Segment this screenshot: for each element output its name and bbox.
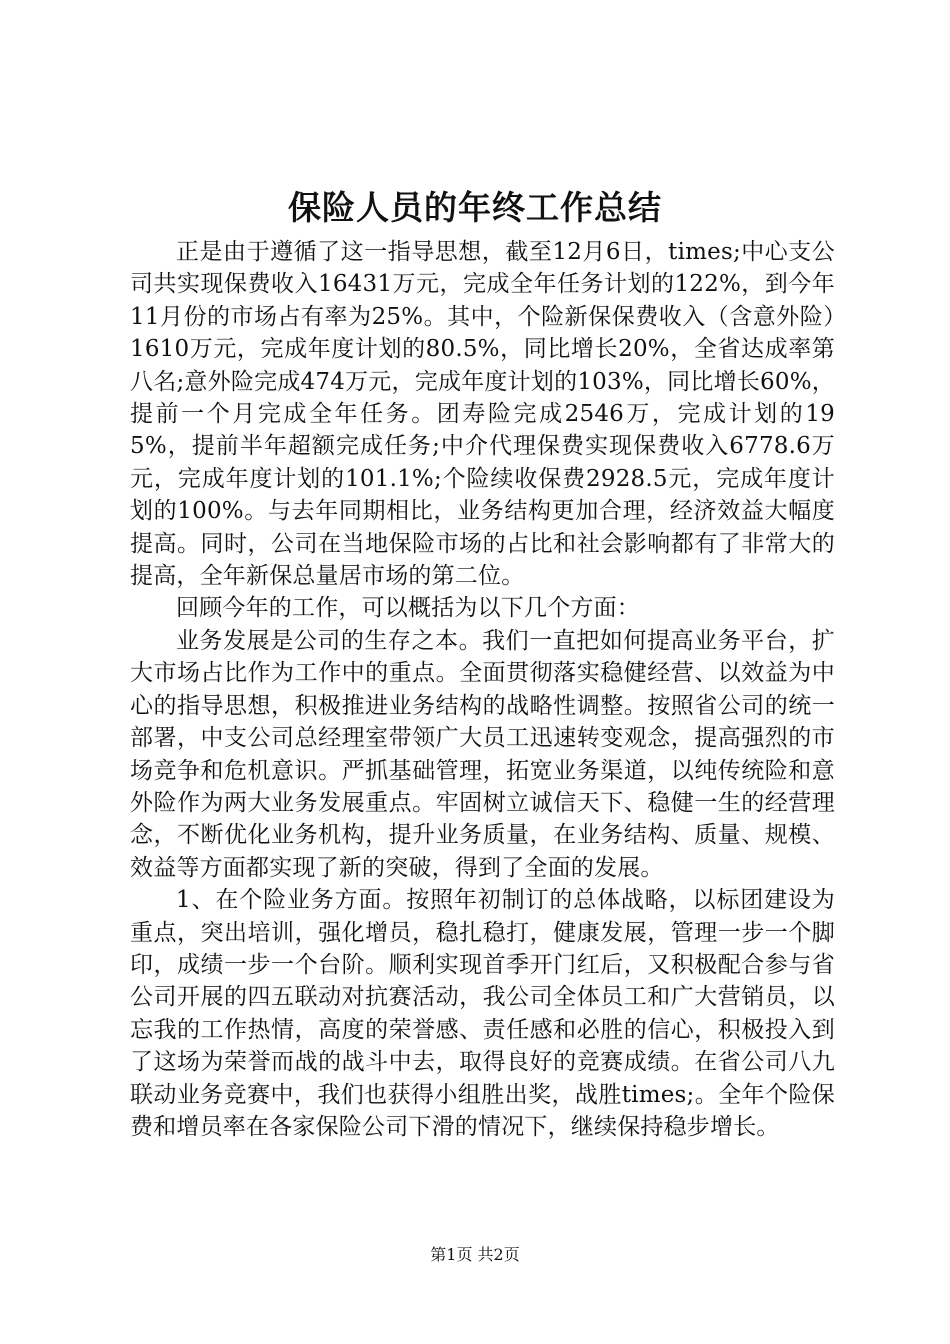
page-footer: 第1页 共2页 (430, 1245, 520, 1264)
document-body (130, 236, 835, 1143)
paragraph-business-development: 业务发展是公司的生存之本。我们一直把如何提高业务平台，扩大市场占比作为工作中的重点。全面贯彻落实稳健经营、以效益为中心的指导思想，积极推进业务结构的战略性调整。按照省公司的统一部署，中支公司总经理室带领广大员工迅速转变观念，提高强烈的市场竞争和危机意识。严抓基础管理，拓宽业务渠道，以纯传统险和意外险作为两大业务发展重点。牢固树立诚信天下、稳健一生的经营理念，不断优化业务机构，提升业务质量，在业务结构、质量、规模、效益等方面都实现了新的突破，得到了全面的发展。 (130, 627, 835, 881)
document-title: 保险人员的年终工作总结 (288, 188, 662, 227)
paragraph-review-intro: 回顾今年的工作，可以概括为以下几个方面： (176, 595, 640, 622)
paragraph-summary: 正是由于遵循了这一指导思想，截至12月6日，times;中心支公司共实现保费收入16431万元，完成全年任务计划的122%，到今年11月份的市场占有率为25%。其中，个险新保保费收入（含意外险）1610万元，完成年度计划的80.5%，同比增长20%，全省达成率第八名;意外险完成474万元，完成年度计划的103%，同比增长60%，提前一个月完成全年任务。团寿险完成2546万，完成计划的195%，提前半年超额完成任务;中介代理保费实现保费收入6778.6万元，完成年度计划的101.1%;个险续收保费2928.5元，完成年度计划的100%。与去年同期相比，业务结构更加合理，经济效益大幅度提高。同时，公司在当地保险市场的占比和社会影响都有了非常大的提高，全年新保总量居市场的第二位。 (130, 239, 835, 590)
paragraph-individual-insurance: 1、在个险业务方面。按照年初制订的总体战略，以标团建设为重点，突出培训，强化增员，稳扎稳打，健康发展，管理一步一个脚印，成绩一步一个台阶。顺利实现首季开门红后，又积极配合参与省公司开展的四五联动对抗赛活动，我公司全体员工和广大营销员，以忘我的工作热情，高度的荣誉感、责任感和必胜的信心，积极投入到了这场为荣誉而战的战斗中去，取得良好的竞赛成绩。在省公司八九联动业务竞赛中，我们也获得小组胜出奖，战胜times;。全年个险保费和增员率在各家保险公司下滑的情况下，继续保持稳步增长。 (130, 887, 835, 1140)
